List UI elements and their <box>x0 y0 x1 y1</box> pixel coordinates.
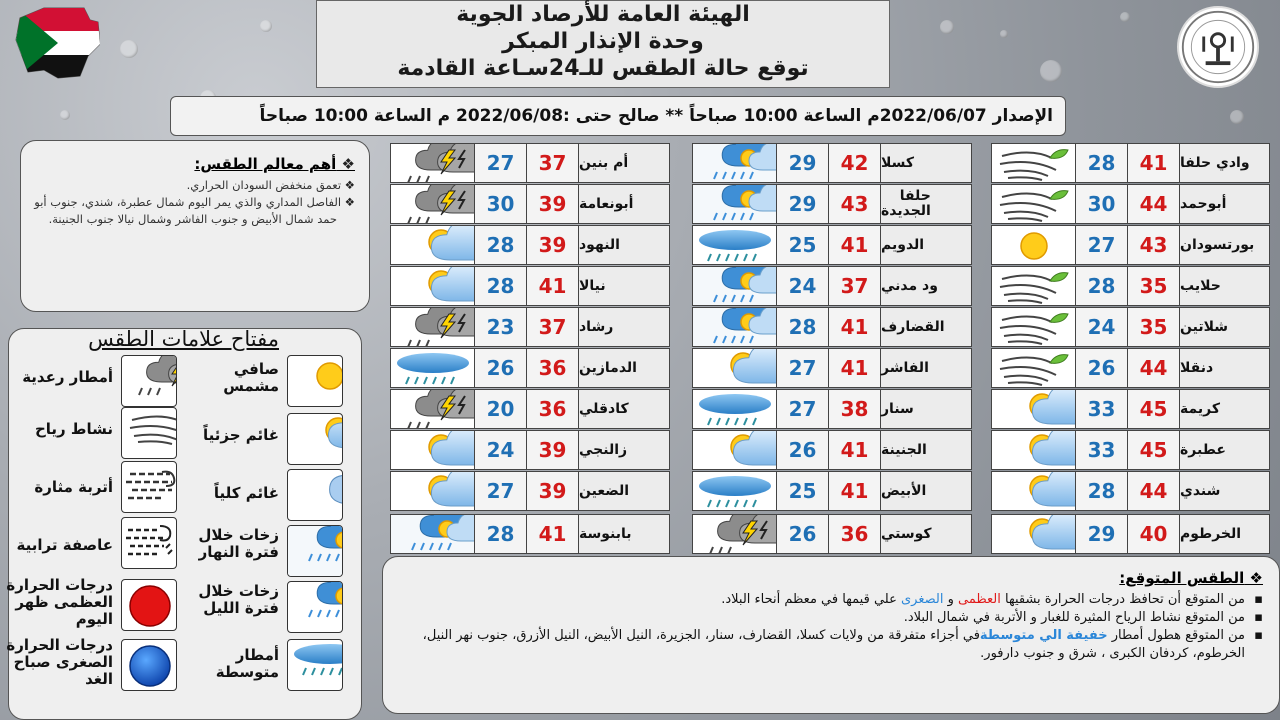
max-temp: 42 <box>829 144 881 182</box>
city-name: عطبرة <box>1180 441 1226 458</box>
weather-key-panel <box>8 328 362 720</box>
city-row <box>390 143 670 183</box>
city-row <box>390 471 670 511</box>
key-label: زخات خلال فترة الليل <box>198 582 279 617</box>
thunder-icon <box>121 355 177 407</box>
expected-temperature-text <box>393 591 1263 609</box>
wind-icon <box>992 267 1076 305</box>
max-temp: 39 <box>527 431 579 469</box>
city-row <box>991 471 1270 511</box>
min-temp: 28 <box>1076 267 1128 305</box>
city-row <box>692 225 972 265</box>
city-name: الجنينة <box>881 441 927 458</box>
partly-icon <box>992 390 1076 428</box>
partly-icon <box>287 413 343 465</box>
dayshowers-icon <box>693 144 777 182</box>
city-row <box>390 184 670 224</box>
wind-icon <box>992 144 1076 182</box>
city-name: النهود <box>579 236 620 253</box>
max-temp: 37 <box>527 308 579 346</box>
max-temp: 43 <box>1128 226 1180 264</box>
min-temp: 29 <box>777 185 829 223</box>
features-item: ❖ تعمق منخفض السودان الحراري. <box>31 177 355 194</box>
key-label: عاصفة ترابية <box>16 536 113 554</box>
thunder-icon <box>391 144 475 182</box>
city-row <box>390 348 670 388</box>
dayshowers-icon <box>693 267 777 305</box>
city-row <box>692 266 972 306</box>
key-label: زخات خلال فترة النهار <box>198 526 279 561</box>
features-title: ❖ أهم معالم الطقس: <box>31 155 355 173</box>
min-temp: 28 <box>475 226 527 264</box>
max-temp: 35 <box>1128 267 1180 305</box>
meteorological-authority-logo <box>1177 6 1259 88</box>
header-unit-name: وحدة الإنذار المبكر <box>502 29 704 54</box>
max-temp: 41 <box>829 308 881 346</box>
key-label: أمطار متوسطة <box>215 646 279 681</box>
city-name: الضعين <box>579 482 630 499</box>
city-row <box>991 430 1270 470</box>
rain-icon <box>391 349 475 387</box>
city-name: الفاشر <box>881 359 929 376</box>
city-row <box>991 348 1270 388</box>
city-name: سنار <box>881 400 914 417</box>
min-temp: 28 <box>777 308 829 346</box>
city-row <box>390 430 670 470</box>
key-label: غائم كلياً <box>213 484 279 502</box>
min-temp: 27 <box>475 144 527 182</box>
partly-icon <box>693 431 777 469</box>
cloudy-icon <box>287 469 343 521</box>
wind-icon <box>992 349 1076 387</box>
expected-title: ❖ الطقس المتوقع: <box>393 569 1263 587</box>
max-temp: 41 <box>1128 144 1180 182</box>
max-temp: 36 <box>829 515 881 553</box>
city-row <box>692 348 972 388</box>
dayshowers-icon <box>693 308 777 346</box>
rain-icon <box>287 639 343 691</box>
key-label: غائم جزئياً <box>202 426 279 444</box>
min-temp: 28 <box>475 267 527 305</box>
city-row <box>692 389 972 429</box>
city-row <box>991 389 1270 429</box>
mintemp-icon <box>121 639 177 691</box>
partly-icon <box>693 349 777 387</box>
city-row <box>390 389 670 429</box>
key-label: صافي مشمس <box>223 360 279 395</box>
max-temp: 36 <box>527 349 579 387</box>
min-temp: 30 <box>475 185 527 223</box>
wind-icon <box>992 185 1076 223</box>
max-temp: 44 <box>1128 185 1180 223</box>
max-temp: 40 <box>1128 515 1180 553</box>
max-temp: 36 <box>527 390 579 428</box>
city-name: كادقلي <box>579 400 629 417</box>
city-name: الدويم <box>881 236 925 253</box>
weather-features-panel <box>20 140 370 312</box>
city-row <box>390 225 670 265</box>
wind-icon <box>121 407 177 459</box>
city-row <box>692 430 972 470</box>
features-item: ❖ الفاصل المداري والذي يمر اليوم شمال عطبرة، شندي، جنوب أبو حمد شمال الأبيض و جنوب الفاشر وشمال نيالا جنوب الجنينة. <box>31 194 355 228</box>
min-temp: 25 <box>777 226 829 264</box>
dayshowers-icon <box>693 185 777 223</box>
min-temp: 26 <box>777 515 829 553</box>
text-part: من المتوقع هطول أمطار <box>1107 628 1245 643</box>
key-label: أتربة مثارة <box>34 478 113 496</box>
max-temp: 39 <box>527 472 579 510</box>
city-name: أبونعامة <box>579 195 634 212</box>
thunder-icon <box>391 185 475 223</box>
max-temp: 38 <box>829 390 881 428</box>
city-row <box>692 514 972 554</box>
min-temp: 20 <box>475 390 527 428</box>
city-name: زالنجي <box>579 441 628 458</box>
min-temp: 23 <box>475 308 527 346</box>
city-name: دنقلا <box>1180 359 1214 376</box>
key-label: درجات الحرارة الصغرى صباح الغد <box>6 636 113 688</box>
city-name: كسلا <box>881 154 915 171</box>
city-row <box>692 307 972 347</box>
sun-icon <box>992 226 1076 264</box>
city-name: شلاتين <box>1180 318 1228 335</box>
city-name: كوستي <box>881 525 932 542</box>
key-title: مفتاح علامات الطقس <box>88 327 279 351</box>
partly-icon <box>391 267 475 305</box>
max-temp: 43 <box>829 185 881 223</box>
header-forecast-title: توقع حالة الطقس للـ24سـاعة القادمة <box>397 56 809 81</box>
dayshowers-icon <box>287 525 343 577</box>
max-temp: 41 <box>527 515 579 553</box>
max-temp: 41 <box>829 431 881 469</box>
city-row <box>390 307 670 347</box>
dust-icon <box>121 461 177 513</box>
dayshowers-icon <box>391 515 475 553</box>
max-temp: 35 <box>1128 308 1180 346</box>
min-temp: 26 <box>475 349 527 387</box>
text-part: علي قيمها في معظم أنحاء البلاد. <box>721 592 901 607</box>
rain-icon <box>693 390 777 428</box>
expected-weather-panel <box>382 556 1280 714</box>
partly-icon <box>992 515 1076 553</box>
min-word: الصغرى <box>900 592 944 607</box>
min-temp: 28 <box>475 515 527 553</box>
city-row <box>991 184 1270 224</box>
city-name: وادي حلفا <box>1180 154 1250 171</box>
city-name: ود مدني <box>881 277 938 294</box>
partly-icon <box>391 226 475 264</box>
maxtemp-icon <box>121 579 177 631</box>
nightshowers-icon <box>287 581 343 633</box>
partly-icon <box>391 472 475 510</box>
max-temp: 44 <box>1128 472 1180 510</box>
max-temp: 41 <box>527 267 579 305</box>
city-row <box>390 514 670 554</box>
max-temp: 39 <box>527 226 579 264</box>
min-temp: 28 <box>1076 144 1128 182</box>
issue-validity-bar: الإصدار 2022/06/07م الساعة 10:00 صباحاً ** صالح حتى :2022/06/08 م الساعة 10:00 صباحاً <box>170 96 1066 136</box>
min-temp: 27 <box>777 349 829 387</box>
text-part: في أجزاء متفرقة من ولايات كسلا، القضارف، سنار، الجزيرة، النيل الأبيض، النيل الأزرق، جنوب نهر النيل، الخرطوم، كردفان الكبرى ، شرق و جنوب دارفور. <box>422 628 1245 661</box>
max-temp: 41 <box>829 349 881 387</box>
sun-icon <box>287 355 343 407</box>
duststorm-icon <box>121 517 177 569</box>
header-org-name: الهيئة العامة للأرصاد الجوية <box>456 2 750 27</box>
min-temp: 24 <box>1076 308 1128 346</box>
city-name: حلايب <box>1180 277 1221 294</box>
rain-intensity: خفيفة الي متوسطة <box>979 628 1108 643</box>
min-temp: 33 <box>1076 431 1128 469</box>
min-temp: 26 <box>777 431 829 469</box>
max-temp: 39 <box>527 185 579 223</box>
max-temp: 41 <box>829 226 881 264</box>
city-name: بورتسودان <box>1180 236 1255 253</box>
expected-rain-text <box>393 627 1263 663</box>
partly-icon <box>391 431 475 469</box>
city-name: أبوحمد <box>1180 195 1227 212</box>
min-temp: 27 <box>475 472 527 510</box>
city-name: حلفا الجديدة <box>881 188 931 219</box>
partly-icon <box>992 472 1076 510</box>
city-name: رشاد <box>579 318 614 335</box>
thunder-icon <box>391 390 475 428</box>
text-part: من المتوقع أن تحافظ درجات الحرارة بشقيها <box>1000 592 1245 607</box>
city-name: الأبيض <box>881 482 927 499</box>
max-temp: 45 <box>1128 390 1180 428</box>
city-name: القضارف <box>881 318 945 335</box>
key-label: أمطار رعدية <box>22 368 113 386</box>
city-name: أم بنين <box>579 154 629 171</box>
city-name: نيالا <box>579 277 606 294</box>
text-part: و <box>943 592 958 607</box>
max-temp: 37 <box>829 267 881 305</box>
wind-icon <box>992 308 1076 346</box>
max-temp: 45 <box>1128 431 1180 469</box>
city-row <box>991 143 1270 183</box>
key-label: نشاط رياح <box>34 420 113 438</box>
min-temp: 29 <box>777 144 829 182</box>
features-list <box>31 177 355 228</box>
city-row <box>390 266 670 306</box>
min-temp: 25 <box>777 472 829 510</box>
rain-icon <box>693 226 777 264</box>
partly-icon <box>992 431 1076 469</box>
min-temp: 28 <box>1076 472 1128 510</box>
min-temp: 24 <box>475 431 527 469</box>
city-row <box>991 307 1270 347</box>
city-row <box>991 514 1270 554</box>
city-row <box>991 266 1270 306</box>
min-temp: 33 <box>1076 390 1128 428</box>
max-temp: 41 <box>829 472 881 510</box>
min-temp: 26 <box>1076 349 1128 387</box>
max-temp: 44 <box>1128 349 1180 387</box>
min-temp: 30 <box>1076 185 1128 223</box>
max-word: العظمى <box>958 592 1001 607</box>
max-temp: 37 <box>527 144 579 182</box>
city-row <box>692 184 972 224</box>
min-temp: 29 <box>1076 515 1128 553</box>
city-name: كريمة <box>1180 400 1220 417</box>
key-label: درجات الحرارة العظمى ظهر اليوم <box>6 576 113 628</box>
rain-icon <box>693 472 777 510</box>
expected-wind-text: ▪ من المتوقع نشاط الرياح المثيرة للغبار و الأتربة في شمال البلاد. <box>393 609 1263 627</box>
min-temp: 27 <box>1076 226 1128 264</box>
min-temp: 27 <box>777 390 829 428</box>
city-row <box>692 143 972 183</box>
city-name: شندي <box>1180 482 1221 499</box>
thunder-icon <box>391 308 475 346</box>
city-name: الخرطوم <box>1180 525 1242 542</box>
min-temp: 24 <box>777 267 829 305</box>
city-row <box>991 225 1270 265</box>
header-title-box <box>316 0 890 88</box>
sudan-map-flag <box>14 6 100 80</box>
city-row <box>692 471 972 511</box>
city-name: الدمازين <box>579 359 637 376</box>
thunder-icon <box>693 515 777 553</box>
city-name: بابنوسة <box>579 525 632 542</box>
